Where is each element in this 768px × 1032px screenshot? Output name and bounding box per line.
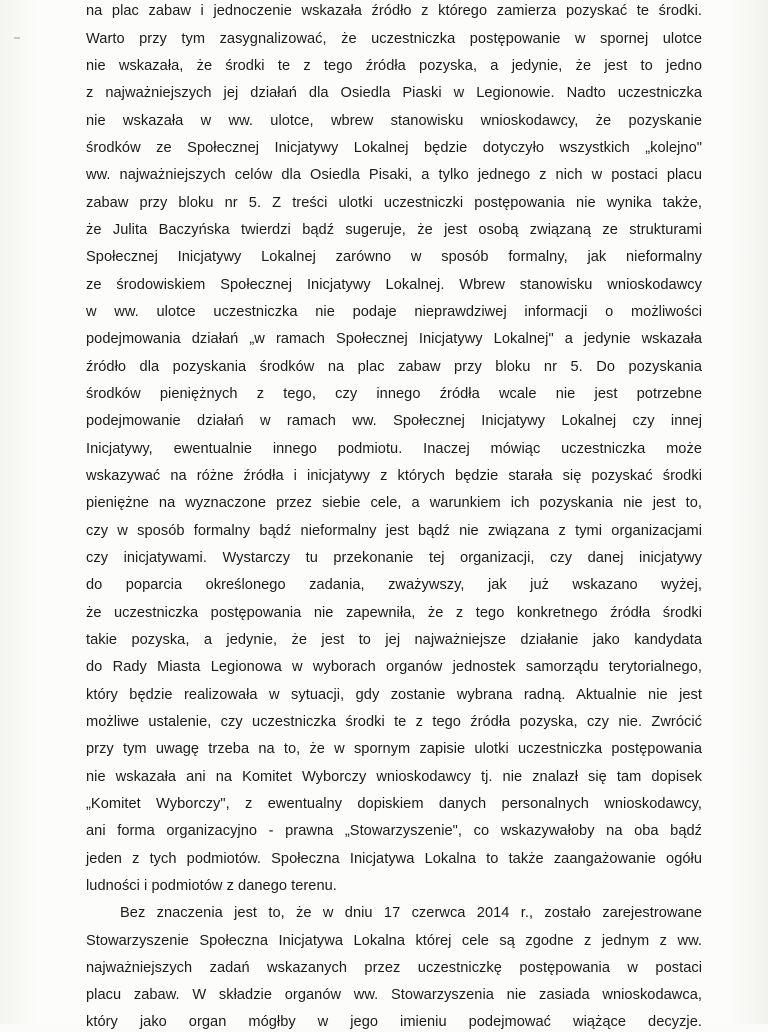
text-line: do poparcia określonego zadania, zważywszy, jak już wskazano wyżej,: [86, 577, 702, 593]
text-line: Inicjatywy, ewentualnie innego podmiotu. Inaczej mówiąc uczestniczka może: [86, 441, 702, 457]
text-line: takie pozyska, a jedynie, że jest to jej najważniejsze działanie jako kandydata: [86, 632, 702, 648]
text-line: „Komitet Wyborczy", z ewentualny dopiskiem danych personalnych wnioskodawcy,: [86, 796, 702, 812]
text-line: ludności i podmiotów z danego terenu.: [86, 878, 337, 894]
text-line: środków ze Społecznej Inicjatywy Lokalnej będzie dotyczyło wszystkich „kolejno": [86, 140, 702, 156]
text-line: ze środowiskiem Społecznej Inicjatywy Lokalnej. Wbrew stanowisku wnioskodawcy: [86, 277, 702, 293]
text-line: przy tym uwagę trzeba na to, że w spornym zapisie ulotki uczestniczka postępowania: [86, 741, 702, 757]
text-line: ww. najważniejszych celów dla Osiedla Pisaki, a tylko jednego z nich w postaci placu: [86, 167, 702, 183]
text-line: podejmowania działań „w ramach Społecznej Inicjatywy Lokalnej" a jedynie wskazała: [86, 331, 702, 347]
text-line: możliwe ustalenie, czy uczestniczka środki te z tego źródła pozyska, czy nie. Zwrócić: [86, 714, 702, 730]
text-line: Stowarzyszenie Społeczna Inicjatywa Lokalna której cele są zgodne z jednym z ww.: [86, 933, 702, 949]
text-line: Warto przy tym zasygnalizować, że uczestniczka postępowanie w spornej ulotce: [86, 31, 702, 47]
text-line: nie wskazała w ww. ulotce, wbrew stanowisku wnioskodawcy, że pozyskanie: [86, 113, 702, 129]
text-line: ani forma organizacyjno - prawna „Stowarzyszenie", co wskazywałoby na oba bądź: [86, 823, 702, 839]
text-line: że Julita Baczyńska twierdzi bądź sugeruje, że jest osobą związaną ze strukturami: [86, 222, 702, 238]
text-line: środków pieniężnych z tego, czy innego źródła wcale nie jest potrzebne: [86, 386, 702, 402]
text-line: na plac zabaw i jednoczenie wskazała źródło z którego zamierza pozyskać te środki.: [86, 3, 702, 19]
text-line: że uczestniczka postępowania nie zapewniła, że z tego konkretnego źródła środki: [86, 605, 702, 621]
text-line: czy inicjatywami. Wystarczy tu przekonanie tej organizacji, czy danej inicjatywy: [86, 550, 702, 566]
text-line: Społecznej Inicjatywy Lokalnej zarówno w sposób formalny, jak nieformalny: [86, 249, 702, 265]
text-line: czy w sposób formalny bądź nieformalny jest bądź nie związana z tymi organizacjami: [86, 523, 702, 539]
text-line: zabaw przy bloku nr 5. Z treści ulotki uczestniczki postępowania nie wynika także,: [86, 195, 702, 211]
text-line: jeden z tych podmiotów. Społeczna Inicjatywa Lokalna to także zaangażowanie ogółu: [86, 851, 702, 867]
text-line: placu zabaw. W składzie organów ww. Stowarzyszenia nie zasiada wnioskodawca,: [86, 987, 702, 1003]
text-line: nie wskazała ani na Komitet Wyborczy wnioskodawcy tj. nie znalazł się tam dopisek: [86, 769, 702, 785]
text-line: podejmowanie działań w ramach ww. Społecznej Inicjatywy Lokalnej czy innej: [86, 413, 702, 429]
text-line: pieniężne na wyznaczone przez siebie cele, a warunkiem ich pozyskania nie jest to,: [86, 495, 702, 511]
text-line: w ww. ulotce uczestniczka nie podaje nieprawdziwej informacji o możliwości: [86, 304, 702, 320]
text-line: najważniejszych zadań wskazanych przez uczestniczkę postępowania w postaci: [86, 960, 702, 976]
text-line: nie wskazała, że środki te z tego źródła pozyska, a jedynie, że jest to jedno: [86, 58, 702, 74]
text-line: Bez znaczenia jest to, że w dniu 17 czerwca 2014 r., zostało zarejestrowane: [120, 905, 702, 921]
text-line: źródło dla pozyskania środków na plac zabaw przy bloku nr 5. Do pozyskania: [86, 359, 702, 375]
text-line: z najważniejszych jej działań dla Osiedla Piaski w Legionowie. Nadto uczestniczka: [86, 85, 702, 101]
text-line: który jako organ mógłby w jego imieniu podejmować wiążące decyzje.: [86, 1014, 702, 1030]
text-line: który będzie realizowała w sytuacji, gdy zostanie wybrana radną. Aktualnie nie jest: [86, 687, 702, 703]
text-line: do Rady Miasta Legionowa w wyborach organów jednostek samorządu terytorialnego,: [86, 659, 702, 675]
text-line: wskazywać na różne źródła i inicjatywy z których będzie starała się pozyskać środki: [86, 468, 702, 484]
